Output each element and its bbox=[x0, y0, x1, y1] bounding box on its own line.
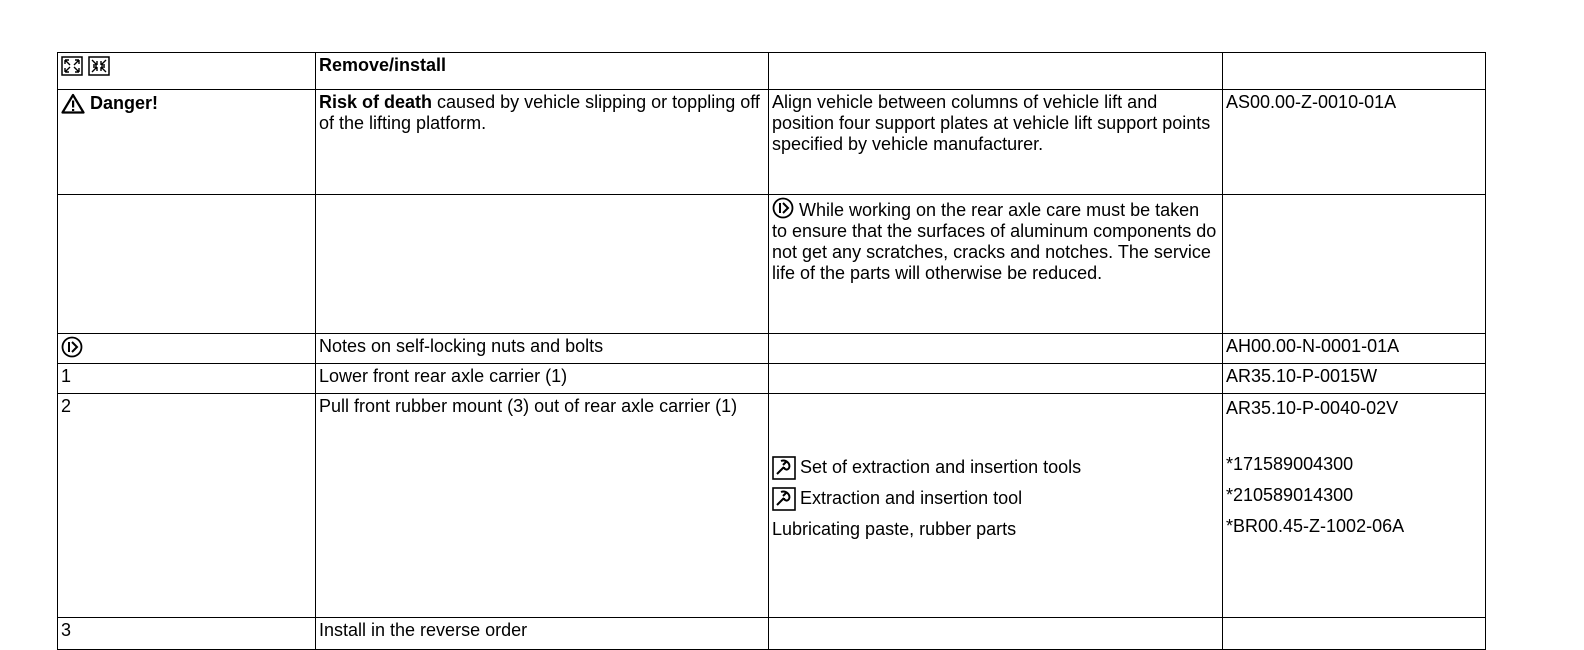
tool-reference[interactable]: *210589014300 bbox=[1226, 485, 1354, 505]
danger-instruction-cell bbox=[769, 90, 1223, 195]
step-reference[interactable]: AR35.10-P-0015W bbox=[1223, 364, 1486, 394]
step-text: Lower front rear axle carrier (1) bbox=[316, 364, 769, 394]
notes-icon-cell bbox=[58, 334, 316, 364]
note-empty-cell bbox=[316, 195, 769, 334]
note-info-icon bbox=[61, 336, 83, 358]
wrench-tool-icon bbox=[772, 456, 796, 480]
step-row bbox=[58, 394, 1486, 618]
step-number: 3 bbox=[58, 618, 316, 650]
note-text: While working on the rear axle care must be taken to ensure that the surfaces of aluminum components do not get any scratches, cracks and notches. The service life of the parts will otherwise be reduced. bbox=[772, 200, 1217, 283]
notes-empty-cell bbox=[769, 334, 1223, 364]
collapse-icon[interactable] bbox=[88, 56, 110, 76]
tool-item bbox=[772, 514, 1219, 545]
danger-risk-cell bbox=[316, 90, 769, 195]
header-empty-cell bbox=[769, 53, 1223, 90]
risk-bold: Risk of death bbox=[319, 92, 433, 112]
notes-reference[interactable]: AH00.00-N-0001-01A bbox=[1223, 334, 1486, 364]
tools-cell bbox=[769, 394, 1223, 618]
wrench-tool-icon bbox=[772, 487, 796, 511]
note-row bbox=[58, 195, 1486, 334]
step-row bbox=[58, 364, 1486, 394]
instruction-text-rest: at vehicle lift support points specified by vehicle manufacturer. bbox=[772, 113, 1211, 154]
tool-label: Set of extraction and insertion tools bbox=[800, 457, 1082, 477]
tool-reference[interactable]: *BR00.45-Z-1002-06A bbox=[1226, 516, 1405, 536]
danger-label-cell bbox=[58, 90, 316, 195]
header-row bbox=[58, 53, 1486, 90]
danger-label: Danger! bbox=[90, 92, 159, 113]
tool-item bbox=[772, 483, 1219, 514]
tool-reference[interactable]: *171589004300 bbox=[1226, 454, 1354, 474]
notes-row bbox=[58, 334, 1486, 364]
step-reference bbox=[1223, 618, 1486, 650]
tool-label: Lubricating paste, rubber parts bbox=[772, 519, 1017, 539]
step-row bbox=[58, 618, 1486, 650]
risk-text: caused by vehicle slipping or toppling off of the lifting platform. bbox=[319, 92, 760, 133]
step-number: 1 bbox=[58, 364, 316, 394]
danger-row bbox=[58, 90, 1486, 195]
header-title: Remove/install bbox=[316, 53, 769, 90]
step-number: 2 bbox=[58, 394, 316, 618]
danger-reference[interactable]: AS00.00-Z-0010-01A bbox=[1223, 90, 1486, 195]
header-icons-cell bbox=[58, 53, 316, 90]
tool-item bbox=[772, 452, 1219, 483]
step-text: Install in the reverse order bbox=[316, 618, 769, 650]
note-info-icon bbox=[772, 197, 794, 219]
note-empty-cell bbox=[58, 195, 316, 334]
note-empty-cell bbox=[1223, 195, 1486, 334]
step-reference[interactable]: AR35.10-P-0040-02V bbox=[1226, 398, 1399, 418]
instruction-text: Align vehicle between columns of vehicle lift and position four support plates bbox=[772, 92, 1158, 133]
step-text: Pull front rubber mount (3) out of rear axle carrier (1) bbox=[316, 394, 769, 618]
expand-icon[interactable] bbox=[61, 56, 83, 76]
notes-label: Notes on self-locking nuts and bolts bbox=[316, 334, 769, 364]
step-empty-cell bbox=[769, 618, 1223, 650]
header-empty-cell bbox=[1223, 53, 1486, 90]
warning-triangle-icon bbox=[61, 93, 85, 114]
step-empty-cell bbox=[769, 364, 1223, 394]
step-reference-cell bbox=[1223, 394, 1486, 618]
note-text-cell bbox=[769, 195, 1223, 334]
procedure-table bbox=[57, 52, 1486, 650]
tool-label: Extraction and insertion tool bbox=[800, 488, 1023, 508]
